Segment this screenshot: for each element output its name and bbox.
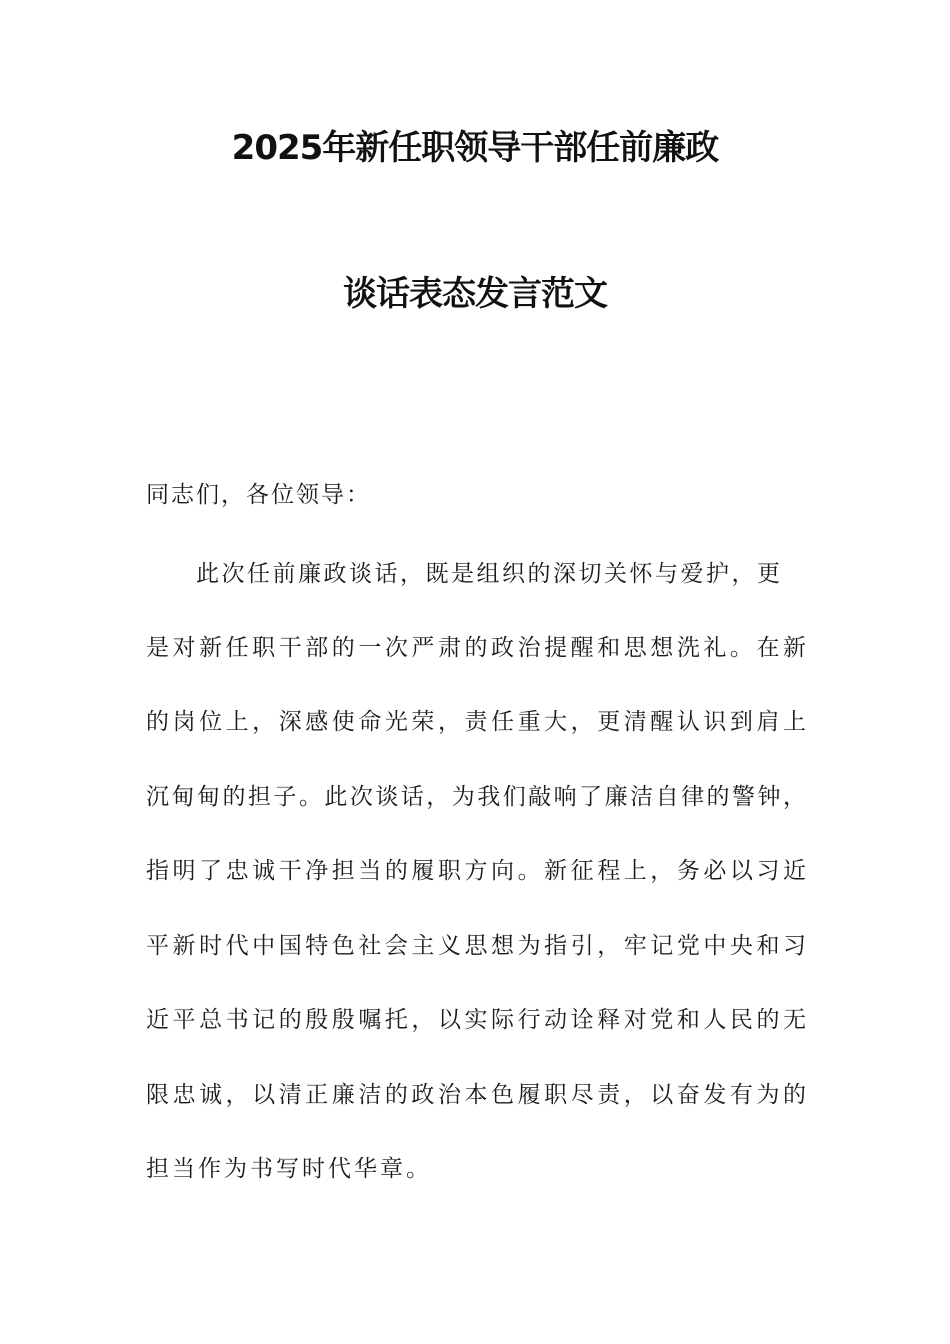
paragraph-line: 担当作为书写时代华章。 — [146, 1156, 432, 1182]
paragraph-line: 近平总书记的殷殷嘱托，以实际行动诠释对党和人民的无 — [146, 1007, 806, 1033]
paragraph-line: 是对新任职干部的一次严肃的政治提醒和思想洗礼。在新 — [146, 635, 806, 661]
document-title-line-1: 2025年新任职领导干部任前廉政 — [231, 128, 719, 168]
paragraph-line: 限忠诚，以清正廉洁的政治本色履职尽责，以奋发有为的 — [146, 1082, 806, 1108]
document-title-line-2: 谈话表态发言范文 — [343, 274, 607, 314]
paragraph-line: 指明了忠诚干净担当的履职方向。新征程上，务必以习近 — [146, 858, 806, 884]
paragraph-line: 沉甸甸的担子。此次谈话，为我们敲响了廉洁自律的警钟， — [146, 784, 806, 810]
salutation: 同志们，各位领导： — [146, 482, 371, 508]
paragraph-line: 平新时代中国特色社会主义思想为指引，牢记党中央和习 — [146, 933, 806, 959]
paragraph-line: 的岗位上，深感使命光荣，责任重大，更清醒认识到肩上 — [146, 709, 806, 735]
paragraph-line: 此次任前廉政谈话，既是组织的深切关怀与爱护，更 — [196, 561, 780, 587]
